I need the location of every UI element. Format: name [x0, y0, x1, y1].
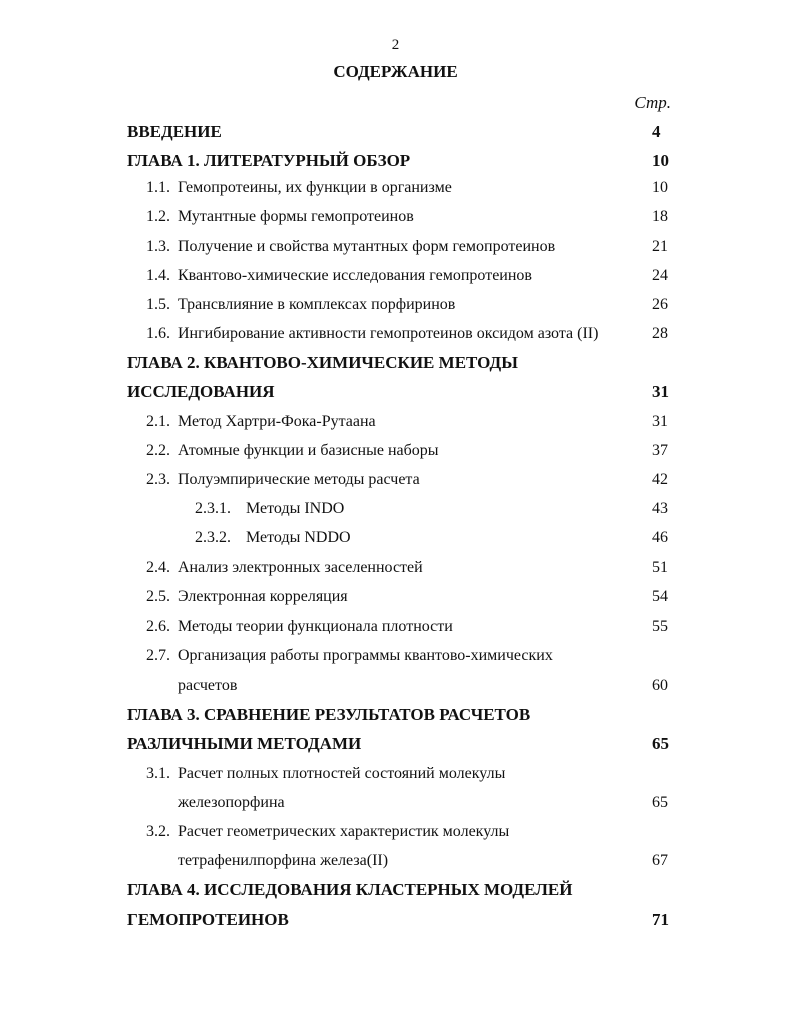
toc-entry-number: 1.3.	[146, 238, 170, 255]
toc-entry-text: Получение и свойства мутантных форм гемопротеинов	[178, 238, 556, 255]
toc-entry-text: Расчет геометрических характеристик молекулы	[178, 823, 510, 840]
toc-entry-text: Анализ электронных заселенностей	[178, 559, 423, 576]
toc-title: СОДЕРЖАНИЕ	[333, 62, 458, 81]
toc-heading-text: РАЗЛИЧНЫМИ МЕТОДАМИ	[127, 734, 362, 753]
toc-heading-chapter-4-cont	[0, 909, 791, 931]
toc-entry-text: Полуэмпирические методы расчета	[178, 471, 420, 488]
toc-entry-text: Методы теории функционала плотности	[178, 618, 453, 635]
toc-entry-text: Методы NDDO	[246, 529, 351, 546]
toc-page-number: 54	[652, 588, 668, 605]
toc-entry-3-1-cont	[0, 792, 791, 814]
toc-entry-text: железопорфина	[178, 794, 285, 811]
toc-entry-2-3	[0, 469, 791, 491]
toc-entry-number: 2.5.	[146, 588, 170, 605]
toc-entry-number: 1.6.	[146, 325, 170, 342]
toc-heading-chapter-2	[0, 352, 791, 374]
toc-entry-number: 1.4.	[146, 267, 170, 284]
toc-page-number: 10	[652, 151, 669, 170]
toc-entry-2-7	[0, 645, 791, 667]
toc-entry-3-1	[0, 763, 791, 785]
toc-entry-number: 2.4.	[146, 559, 170, 576]
toc-page-number: 31	[652, 382, 669, 401]
toc-entry-number: 3.2.	[146, 823, 170, 840]
toc-entry-3-2-cont	[0, 850, 791, 872]
toc-entry-text: Электронная корреляция	[178, 588, 348, 605]
toc-heading-text: ВВЕДЕНИЕ	[127, 122, 222, 141]
toc-page-number: 28	[652, 325, 668, 342]
toc-entry-number: 2.3.	[146, 471, 170, 488]
toc-entry-2-6	[0, 616, 791, 638]
toc-entry-text: Метод Хартри-Фока-Рутаана	[178, 413, 376, 430]
toc-entry-text: Трансвлияние в комплексах порфиринов	[178, 296, 456, 313]
toc-entry-number: 2.2.	[146, 442, 170, 459]
toc-heading-text: ГЛАВА 1. ЛИТЕРАТУРНЫЙ ОБЗОР	[127, 151, 411, 170]
toc-page-number: 51	[652, 559, 668, 576]
toc-entry-number: 1.5.	[146, 296, 170, 313]
toc-entry-1-2	[0, 206, 791, 228]
toc-entry-text: Организация работы программы квантово-химических	[178, 647, 553, 664]
toc-page-number: 67	[652, 852, 668, 869]
toc-heading-chapter-1	[0, 150, 791, 172]
toc-page-number: 26	[652, 296, 668, 313]
toc-entry-2-5	[0, 586, 791, 608]
toc-page-number: 65	[652, 734, 669, 753]
toc-entry-text: Мутантные формы гемопротеинов	[178, 208, 414, 225]
toc-entry-number: 2.1.	[146, 413, 170, 430]
page-number: 2	[391, 37, 400, 53]
toc-entry-1-1	[0, 177, 791, 199]
toc-entry-text: Квантово-химические исследования гемопротеинов	[178, 267, 532, 284]
toc-entry-2-4	[0, 557, 791, 579]
toc-entry-number: 1.2.	[146, 208, 170, 225]
toc-entry-2-3-2	[0, 527, 791, 549]
toc-heading-text: ГЛАВА 2. КВАНТОВО-ХИМИЧЕСКИЕ МЕТОДЫ	[127, 353, 518, 372]
toc-entry-2-2	[0, 440, 791, 462]
toc-entry-2-3-1	[0, 498, 791, 520]
toc-page-number: 60	[652, 677, 668, 694]
toc-entry-1-6	[0, 323, 791, 345]
toc-page-number: 4	[652, 122, 661, 141]
toc-entry-1-5	[0, 294, 791, 316]
toc-heading-introduction	[0, 121, 791, 143]
toc-heading-text: ИССЛЕДОВАНИЯ	[127, 382, 275, 401]
toc-entry-number: 1.1.	[146, 179, 170, 196]
toc-entry-text: Расчет полных плотностей состояний молекулы	[178, 765, 506, 782]
toc-entry-1-4	[0, 265, 791, 287]
toc-entry-2-7-cont	[0, 675, 791, 697]
toc-entry-text: расчетов	[178, 677, 238, 694]
toc-entry-number: 3.1.	[146, 765, 170, 782]
toc-entry-number: 2.7.	[146, 647, 170, 664]
toc-page-number: 24	[652, 267, 668, 284]
toc-heading-text: ГЛАВА 3. СРАВНЕНИЕ РЕЗУЛЬТАТОВ РАСЧЕТОВ	[127, 705, 531, 724]
toc-heading-chapter-3-cont	[0, 733, 791, 755]
toc-heading-text: ГЕМОПРОТЕИНОВ	[127, 910, 289, 929]
toc-entry-text: Методы INDO	[246, 500, 345, 517]
toc-entry-text: Атомные функции и базисные наборы	[178, 442, 439, 459]
toc-entry-1-3	[0, 236, 791, 258]
toc-entry-number: 2.6.	[146, 618, 170, 635]
toc-entry-number: 2.3.1.	[195, 500, 231, 517]
toc-page-number: 55	[652, 618, 668, 635]
toc-heading-text: ГЛАВА 4. ИССЛЕДОВАНИЯ КЛАСТЕРНЫХ МОДЕЛЕЙ	[127, 880, 573, 899]
toc-page-number: 42	[652, 471, 668, 488]
toc-heading-chapter-3	[0, 704, 791, 726]
toc-page-number: 18	[652, 208, 668, 225]
toc-page-number: 65	[652, 794, 668, 811]
toc-entry-text: Ингибирование активности гемопротеинов оксидом азота (II)	[178, 325, 599, 342]
toc-page-number: 43	[652, 500, 668, 517]
toc-entry-text: тетрафенилпорфина железа(II)	[178, 852, 389, 869]
toc-entry-text: Гемопротеины, их функции в организме	[178, 179, 452, 196]
toc-page-number: 31	[652, 413, 668, 430]
toc-page-number: 10	[652, 179, 668, 196]
toc-heading-chapter-2-cont	[0, 381, 791, 403]
toc-entry-2-1	[0, 411, 791, 433]
toc-heading-chapter-4	[0, 879, 791, 901]
toc-entry-number: 2.3.2.	[195, 529, 231, 546]
toc-page-number: 71	[652, 910, 669, 929]
toc-page-number: 37	[652, 442, 668, 459]
page-column-label: Стр.	[634, 93, 671, 112]
toc-page-number: 21	[652, 238, 668, 255]
toc-entry-3-2	[0, 821, 791, 843]
toc-page-number: 46	[652, 529, 668, 546]
